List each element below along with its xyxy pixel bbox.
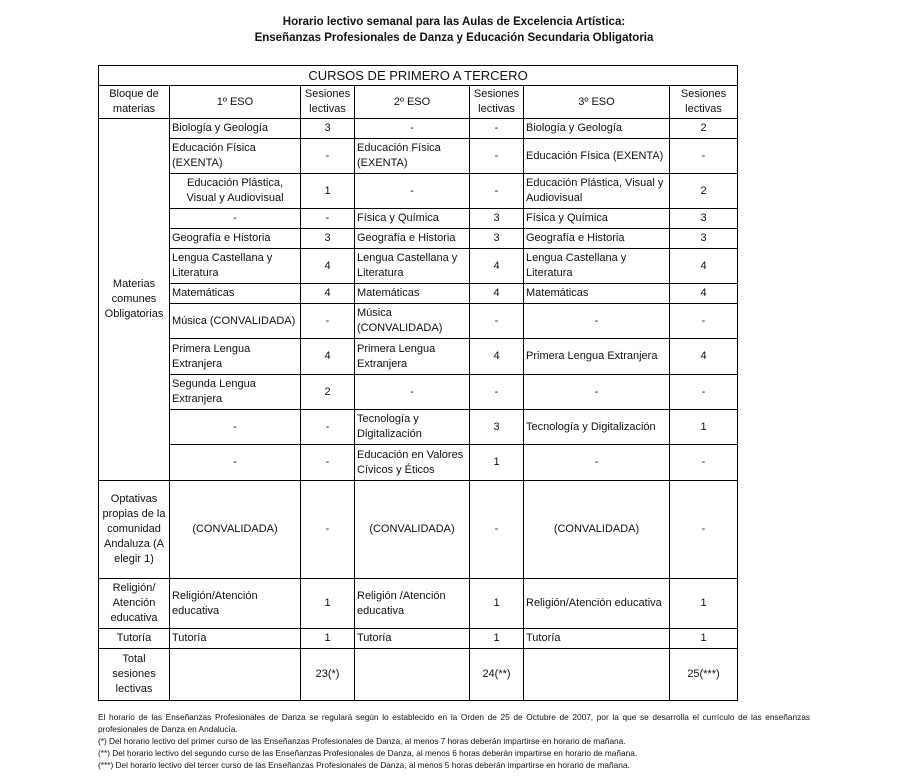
subject-eso2: - — [355, 174, 470, 209]
subject-eso3: - — [524, 445, 670, 481]
subject-eso1: Geografía e Historia — [170, 229, 301, 249]
total-row — [99, 649, 738, 701]
subject-eso3: - — [524, 375, 670, 410]
subject-eso1: - — [170, 445, 301, 481]
table-row — [99, 339, 738, 375]
sessions-eso2: - — [470, 119, 524, 139]
subject-eso2: Matemáticas — [355, 284, 470, 304]
subject-eso2: Geografía e Historia — [355, 229, 470, 249]
sessions-eso1: 3 — [301, 119, 355, 139]
sessions-eso2: 4 — [470, 339, 524, 375]
subject-eso1: Tutoría — [170, 629, 301, 649]
sessions-eso2: 1 — [470, 579, 524, 629]
sessions-eso1: 1 — [301, 174, 355, 209]
sessions-eso3: - — [670, 139, 738, 174]
table-row — [99, 119, 738, 139]
sessions-eso3: 3 — [670, 229, 738, 249]
subject-eso2: (CONVALIDADA) — [355, 481, 470, 579]
table-row — [99, 209, 738, 229]
tutoria-row — [99, 629, 738, 649]
subject-eso3: - — [524, 304, 670, 339]
subject-eso1: - — [170, 209, 301, 229]
subject-eso3: Educación Plástica, Visual y Audiovisual — [524, 174, 670, 209]
religion-row — [99, 579, 738, 629]
subject-eso1: Lengua Castellana y Literatura — [170, 249, 301, 284]
subject-eso2: Educación Física (EXENTA) — [355, 139, 470, 174]
sessions-eso1: 4 — [301, 249, 355, 284]
schedule-body — [99, 66, 738, 701]
sessions-eso2: - — [470, 174, 524, 209]
sessions-eso2: - — [470, 481, 524, 579]
optativas-row — [99, 481, 738, 579]
subject-eso3: Lengua Castellana y Literatura — [524, 249, 670, 284]
sessions-eso3: 4 — [670, 249, 738, 284]
sessions-eso1: - — [301, 304, 355, 339]
total-empty-eso2 — [355, 649, 470, 701]
subject-eso1: Educación Física (EXENTA) — [170, 139, 301, 174]
subject-eso2: Educación en Valores Cívicos y Éticos — [355, 445, 470, 481]
subject-eso1: - — [170, 410, 301, 445]
subject-eso2: Tutoría — [355, 629, 470, 649]
subject-eso3: Tecnología y Digitalización — [524, 410, 670, 445]
subject-eso3: Tutoría — [524, 629, 670, 649]
sessions-eso3: 2 — [670, 119, 738, 139]
column-header-row — [99, 86, 738, 119]
sessions-eso1: - — [301, 410, 355, 445]
block-total: Total sesiones lectivas — [99, 649, 170, 701]
subject-eso2: Física y Química — [355, 209, 470, 229]
subject-eso3: Biología y Geología — [524, 119, 670, 139]
footnote-3: (***) Del horario lectivo del tercer curso de las Enseñanzas Profesionales de Danza, al menos 5 horas deberán impartirse en horario de mañana. — [98, 760, 630, 770]
table-row — [99, 249, 738, 284]
sessions-eso3: - — [670, 445, 738, 481]
sessions-eso1: 4 — [301, 339, 355, 375]
sessions-eso1: 1 — [301, 579, 355, 629]
sessions-eso3: - — [670, 481, 738, 579]
header-sesiones-1: Sesiones lectivas — [301, 86, 355, 119]
total-sessions-eso3: 25(***) — [670, 649, 738, 701]
sessions-eso2: - — [470, 139, 524, 174]
subject-eso3: Educación Física (EXENTA) — [524, 139, 670, 174]
sessions-eso3: 3 — [670, 209, 738, 229]
sessions-eso3: 2 — [670, 174, 738, 209]
table-row — [99, 375, 738, 410]
sessions-eso1: 1 — [301, 629, 355, 649]
table-row — [99, 304, 738, 339]
subject-eso1: Música (CONVALIDADA) — [170, 304, 301, 339]
sessions-eso1: - — [301, 445, 355, 481]
sessions-eso3: 1 — [670, 410, 738, 445]
table-row — [99, 410, 738, 445]
subject-eso3: (CONVALIDADA) — [524, 481, 670, 579]
table-row — [99, 445, 738, 481]
subject-eso1: Religión/Atención educativa — [170, 579, 301, 629]
sessions-eso2: 4 — [470, 284, 524, 304]
subject-eso1: Segunda Lengua Extranjera — [170, 375, 301, 410]
subject-eso1: Educación Plástica, Visual y Audiovisual — [170, 174, 301, 209]
main-header-row — [99, 66, 738, 86]
subject-eso3: Religión/Atención educativa — [524, 579, 670, 629]
header-eso3: 3º ESO — [524, 86, 670, 119]
sessions-eso2: - — [470, 304, 524, 339]
subject-eso1: Biología y Geología — [170, 119, 301, 139]
subject-eso1: Primera Lengua Extranjera — [170, 339, 301, 375]
sessions-eso2: 1 — [470, 629, 524, 649]
sessions-eso2: 3 — [470, 229, 524, 249]
sessions-eso2: 3 — [470, 410, 524, 445]
block-materias-comunes: Materias comunes Obligatorias — [99, 119, 170, 481]
sessions-eso3: - — [670, 375, 738, 410]
header-sesiones-2: Sesiones lectivas — [470, 86, 524, 119]
block-optativas: Optativas propias de la comunidad Andaluza (A elegir 1) — [99, 481, 170, 579]
sessions-eso2: 1 — [470, 445, 524, 481]
total-empty-eso3 — [524, 649, 670, 701]
schedule-table — [98, 65, 738, 701]
table-row — [99, 174, 738, 209]
sessions-eso2: 3 — [470, 209, 524, 229]
header-eso1: 1º ESO — [170, 86, 301, 119]
sessions-eso2: 4 — [470, 249, 524, 284]
subject-eso2: Primera Lengua Extranjera — [355, 339, 470, 375]
block-religion: Religión/ Atención educativa — [99, 579, 170, 629]
block-tutoria: Tutoría — [99, 629, 170, 649]
sessions-eso1: - — [301, 481, 355, 579]
total-sessions-eso2: 24(**) — [470, 649, 524, 701]
footnotes — [98, 711, 810, 771]
total-empty-eso1 — [170, 649, 301, 701]
header-sesiones-3: Sesiones lectivas — [670, 86, 738, 119]
subject-eso3: Matemáticas — [524, 284, 670, 304]
table-row — [99, 139, 738, 174]
subject-eso2: Tecnología y Digitalización — [355, 410, 470, 445]
total-sessions-eso1: 23(*) — [301, 649, 355, 701]
footnote-2: (**) Del horario lectivo del segundo curso de las Enseñanzas Profesionales de Danza, al menos 6 horas deberán impartirse en horario de mañana. — [98, 748, 638, 758]
sessions-eso1: 2 — [301, 375, 355, 410]
subject-eso3: Geografía e Historia — [524, 229, 670, 249]
main-header: CURSOS DE PRIMERO A TERCERO — [99, 66, 738, 86]
sessions-eso1: 3 — [301, 229, 355, 249]
header-bloque: Bloque de materias — [99, 86, 170, 119]
sessions-eso3: 4 — [670, 284, 738, 304]
sessions-eso3: 4 — [670, 339, 738, 375]
subject-eso3: Primera Lengua Extranjera — [524, 339, 670, 375]
sessions-eso3: - — [670, 304, 738, 339]
subject-eso1: (CONVALIDADA) — [170, 481, 301, 579]
footnote-intro: El horario de las Enseñanzas Profesionales de Danza se regulará según lo establecido en la Orden de 25 de Octubre de 2007, por la que se desarrolla el currículo de las enseñanzas profesionales de Danza en Andalucía. — [98, 712, 810, 734]
table-row — [99, 229, 738, 249]
document-title — [0, 14, 908, 46]
sessions-eso1: 4 — [301, 284, 355, 304]
sessions-eso1: - — [301, 139, 355, 174]
header-eso2: 2º ESO — [355, 86, 470, 119]
subject-eso2: Religión /Atención educativa — [355, 579, 470, 629]
title-line-1: Horario lectivo semanal para las Aulas de Excelencia Artística: — [282, 16, 626, 28]
sessions-eso3: 1 — [670, 629, 738, 649]
footnote-1: (*) Del horario lectivo del primer curso de las Enseñanzas Profesionales de Danza, al menos 7 horas deberán impartirse en horario de mañana. — [98, 736, 626, 746]
sessions-eso2: - — [470, 375, 524, 410]
subject-eso2: Música (CONVALIDADA) — [355, 304, 470, 339]
subject-eso3: Física y Química — [524, 209, 670, 229]
sessions-eso1: - — [301, 209, 355, 229]
title-line-2: Enseñanzas Profesionales de Danza y Educación Secundaria Obligatoria — [254, 32, 654, 44]
subject-eso1: Matemáticas — [170, 284, 301, 304]
sessions-eso3: 1 — [670, 579, 738, 629]
table-row — [99, 284, 738, 304]
subject-eso2: - — [355, 119, 470, 139]
subject-eso2: Lengua Castellana y Literatura — [355, 249, 470, 284]
subject-eso2: - — [355, 375, 470, 410]
